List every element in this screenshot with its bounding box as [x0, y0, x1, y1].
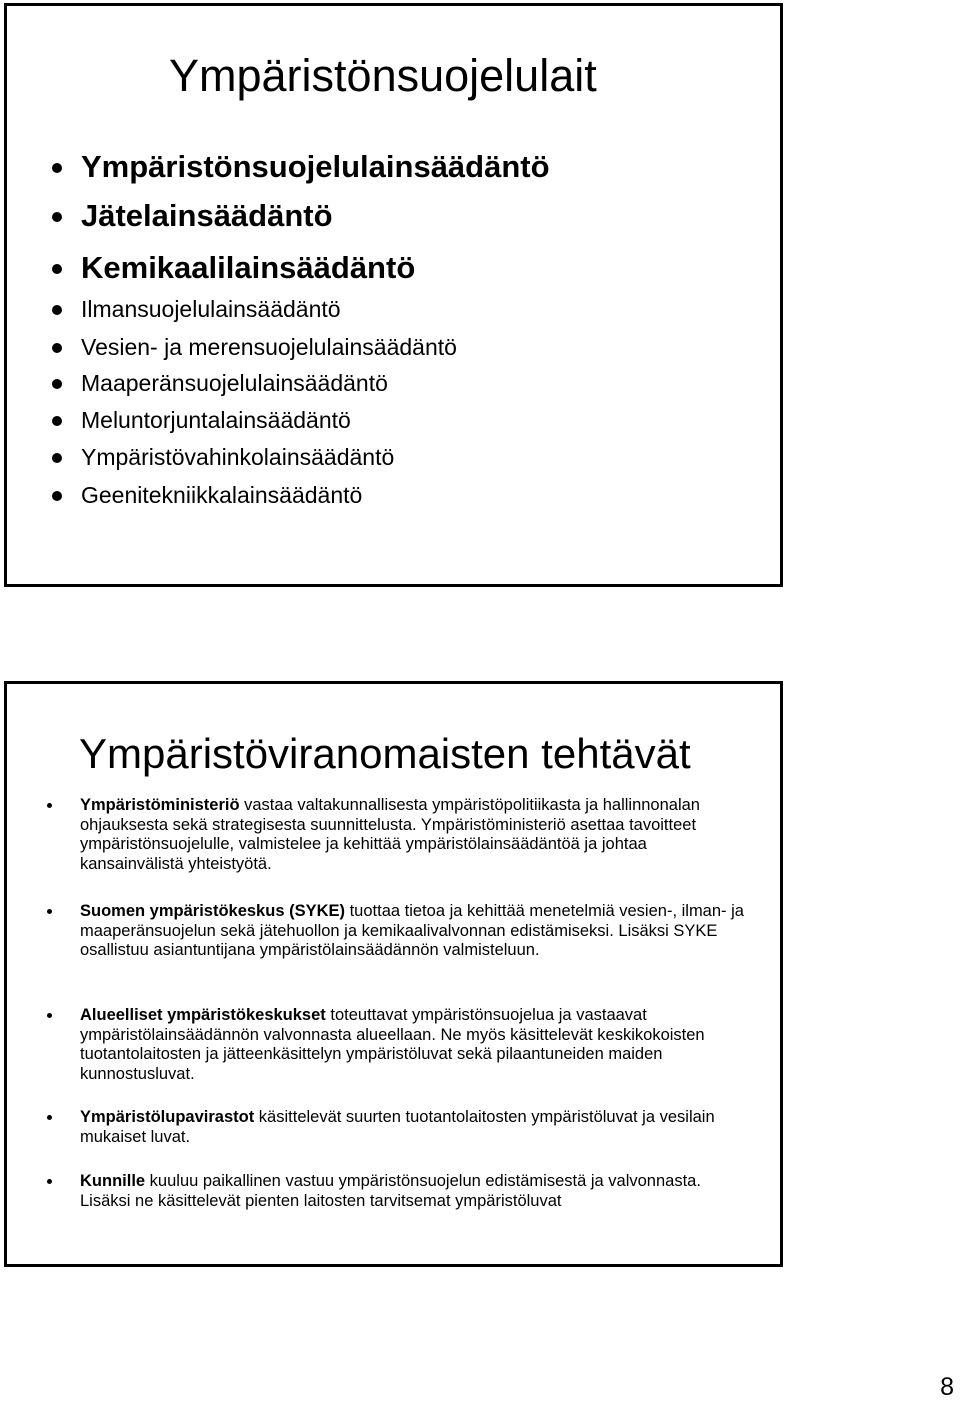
- bullet-icon: [47, 909, 52, 914]
- slide-title: Ympäristöviranomaisten tehtävät: [79, 730, 691, 777]
- authority-description: vastaa valtakunnallisesta ympäristöpolitiikasta ja hallinnonalan ohjauksesta sekä strategisesta suunnittelusta. Ympäristöministeriö asettaa tavoitteet ympäristönsuojelulle, valmistelee ja kehittää ympäristölainsäädäntöä ja johtaa kansainvälistä yhteistyötä.: [80, 796, 700, 873]
- slide-title: Ympäristönsuojelulait: [169, 50, 597, 101]
- bullet-icon: [52, 379, 62, 389]
- authority-description: kuuluu paikallinen vastuu ympäristönsuojelun edistämisestä ja valvonnasta. Lisäksi ne käsittelevät pienten laitosten tarvitsemat ympäristöluvat: [80, 1172, 701, 1210]
- slide-environmental-laws: Ympäristönsuojelulait Ympäristönsuojelulainsäädäntö Jätelainsäädäntö Kemikaalilainsäädäntö Ilmansuojelulainsäädäntö Vesien- ja merensuojelulainsäädäntö Maaperänsuojelulainsäädäntö Meluntorjuntalainsäädäntö Ympäristövahinkolainsäädäntö Geenitekniikkalainsäädäntö: [4, 3, 783, 587]
- authority-description: käsittelevät suurten tuotantolaitosten ympäristöluvat ja vesilain mukaiset luvat.: [80, 1108, 715, 1146]
- authority-name: Alueelliset ympäristökeskukset: [80, 1006, 326, 1024]
- bullet-icon: [47, 803, 52, 808]
- page-number: 8: [940, 1373, 954, 1401]
- bullet-icon: [52, 416, 62, 426]
- bullet-icon: [52, 264, 62, 274]
- bullet-icon: [52, 343, 62, 353]
- authority-name: Suomen ympäristökeskus (SYKE): [80, 902, 345, 920]
- slide-authority-tasks: [4, 681, 783, 1267]
- bullet-icon: [47, 1013, 52, 1018]
- bullet-icon: [52, 305, 62, 315]
- authority-description: tuottaa tietoa ja kehittää menetelmiä vesien-, ilman- ja maaperänsuojelun sekä jätehuollon ja kemikaalivalvonnan edistämiseksi. Lisäksi SYKE osallistuu asiantuntijana ympäristölainsäädännön valmisteluun.: [80, 902, 744, 959]
- bullet-icon: [47, 1115, 52, 1120]
- bullet-icon: [47, 1179, 52, 1184]
- bullet-icon: [52, 163, 62, 173]
- authority-name: Ympäristöministeriö: [80, 796, 240, 814]
- bullet-icon: [52, 453, 62, 463]
- authority-name: Kunnille: [80, 1172, 146, 1190]
- bullet-icon: [52, 212, 62, 222]
- bullet-icon: [52, 491, 62, 501]
- authority-description: toteuttavat ympäristönsuojelua ja vastaavat ympäristölainsäädännön valvonnasta alueellaan. Ne myös käsittelevät keskikokoisten tuotantolaitosten ja jätteenkäsittelyn ympäristöluvat sekä pilaantuneiden maiden kunnostusluvat.: [80, 1006, 705, 1083]
- authority-name: Ympäristölupavirastot: [80, 1108, 255, 1126]
